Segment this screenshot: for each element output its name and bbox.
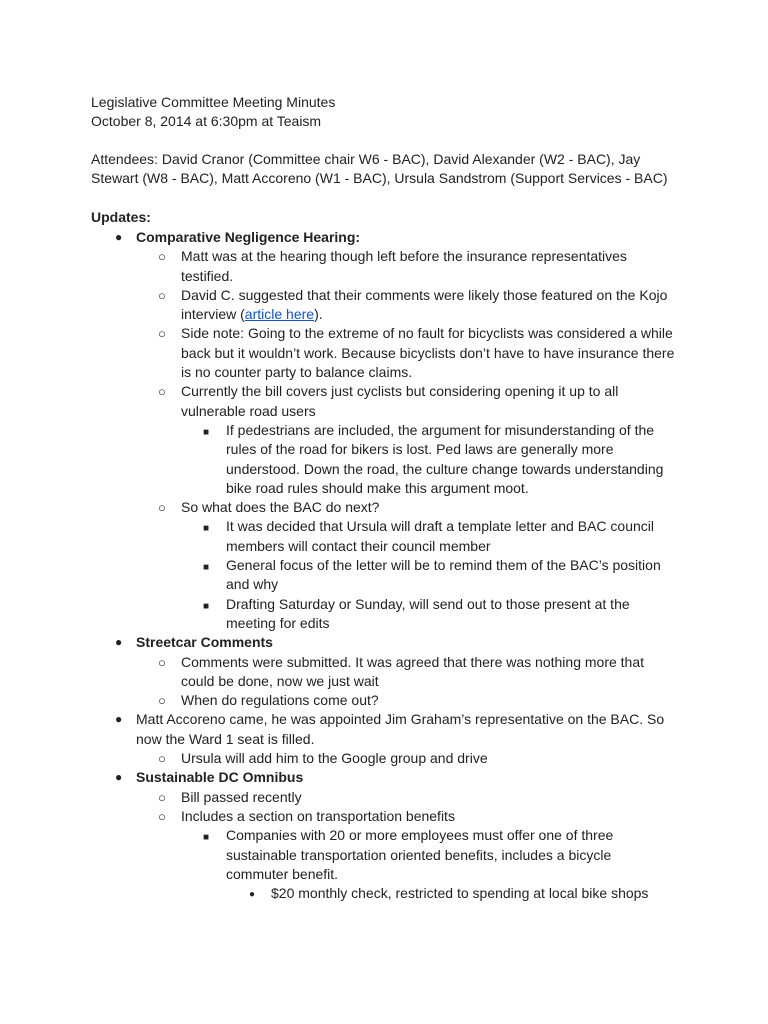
list-item-text: General focus of the letter will be to remind them of the BAC’s position and why bbox=[226, 557, 661, 593]
list-item-level-1 bbox=[0, 247, 678, 286]
list-item-text: It was decided that Ursula will draft a template letter and BAC council members will contact their council member bbox=[226, 518, 654, 554]
list-item-text: Matt was at the hearing though left before the insurance representatives testified. bbox=[181, 248, 627, 284]
bullet-icon: ○ bbox=[158, 789, 166, 805]
article-link[interactable]: article here bbox=[244, 306, 315, 323]
list-item-level-1 bbox=[0, 498, 678, 517]
list-item-text: Sustainable DC Omnibus bbox=[136, 769, 304, 786]
bullet-icon: ● bbox=[115, 230, 123, 244]
attendees-paragraph: Attendees: David Cranor (Committee chair W6 - BAC), David Alexander (W2 - BAC), Jay Stewart (W8 - BAC), Matt Accoreno (W1 - BAC), Ursula Sandstrom (Support Services - BAC) bbox=[91, 151, 668, 187]
list-item-text: Matt Accoreno came, he was appointed Jim Graham’s representative on the BAC. So now the Ward 1 seat is filled. bbox=[136, 711, 665, 747]
bullet-icon: ● bbox=[115, 712, 123, 727]
bullet-icon: ● bbox=[249, 889, 256, 901]
bullet-icon: ○ bbox=[158, 500, 166, 516]
bullet-icon: ■ bbox=[203, 426, 210, 438]
list-item-text: Includes a section on transportation benefits bbox=[181, 807, 455, 824]
bullet-icon: ○ bbox=[158, 751, 166, 767]
bullet-icon: ■ bbox=[203, 832, 210, 844]
title-line-1: Legislative Committee Meeting Minutes bbox=[91, 94, 336, 110]
bullet-icon: ■ bbox=[203, 600, 210, 612]
bullet-icon: ○ bbox=[158, 654, 166, 670]
list-item-level-0 bbox=[0, 228, 676, 247]
list-item-level-1 bbox=[0, 807, 678, 826]
bullet-icon: ● bbox=[115, 770, 123, 785]
list-item-text: $20 monthly check, restricted to spending at local bike shops bbox=[271, 885, 649, 902]
list-item-text: Comments were submitted. It was agreed that there was nothing more that could be done, now we just wait bbox=[181, 653, 645, 689]
list-item-text: Companies with 20 or more employees must offer one of three sustainable transportation oriented benefits, includes a bicycle commuter benefit. bbox=[226, 827, 614, 882]
bullet-icon: ■ bbox=[203, 562, 210, 574]
list-item-text: So what does the BAC do next? bbox=[181, 499, 380, 516]
list-item-level-1 bbox=[0, 382, 678, 421]
bullet-icon: ○ bbox=[158, 249, 166, 265]
list-item-level-2 bbox=[0, 556, 669, 595]
bullet-icon: ○ bbox=[158, 808, 166, 824]
bullet-icon: ■ bbox=[203, 523, 210, 535]
list-item-level-1 bbox=[0, 749, 678, 768]
list-item-level-1 bbox=[0, 653, 678, 692]
list-item-level-0 bbox=[0, 768, 676, 787]
list-item-level-1 bbox=[0, 691, 678, 710]
list-item-text: If pedestrians are included, the argument for misunderstanding of the rules of the road for bikers is lost. Ped laws are generally more understood. Down the road, the culture change towards understanding bike road rules should make this argument moot. bbox=[226, 421, 664, 496]
list-item-level-1 bbox=[0, 286, 678, 325]
list-item-level-0 bbox=[0, 633, 676, 652]
list-item-level-0 bbox=[0, 710, 676, 749]
minutes-list bbox=[0, 228, 768, 903]
bullet-icon: ○ bbox=[158, 326, 166, 342]
list-item-text: When do regulations come out? bbox=[181, 692, 379, 709]
list-item-level-2 bbox=[0, 517, 669, 556]
list-item-text: Currently the bill covers just cyclists but considering opening it up to all vulnerable road users bbox=[181, 383, 619, 419]
list-item-text: Streetcar Comments bbox=[136, 634, 273, 651]
list-item-level-3 bbox=[0, 884, 671, 903]
list-item-level-1 bbox=[0, 788, 678, 807]
bullet-icon: ○ bbox=[158, 287, 166, 303]
list-item-text: Bill passed recently bbox=[181, 788, 302, 805]
list-item-level-2 bbox=[0, 595, 669, 634]
list-item-text: Ursula will add him to the Google group and drive bbox=[181, 750, 488, 767]
list-item-text: Comparative Negligence Hearing: bbox=[136, 229, 361, 245]
list-item-text: David C. suggested that their comments were likely those featured on the Kojo interview (article here). bbox=[181, 286, 668, 323]
updates-heading: Updates: bbox=[91, 209, 151, 225]
bullet-icon: ○ bbox=[158, 384, 166, 400]
list-item-text: Side note: Going to the extreme of no fault for bicyclists was considered a while back but it wouldn’t work. Because bicyclists don’t have to have insurance there is no counter party to balance claims. bbox=[181, 325, 675, 381]
list-item-level-2 bbox=[0, 826, 669, 884]
document-title bbox=[91, 93, 691, 132]
list-item-text: Drafting Saturday or Sunday, will send out to those present at the meeting for edits bbox=[226, 595, 630, 631]
list-item-level-2 bbox=[0, 421, 669, 498]
bullet-icon: ● bbox=[115, 635, 123, 650]
list-item-level-1 bbox=[0, 324, 678, 382]
bullet-icon: ○ bbox=[158, 693, 166, 709]
title-line-2: October 8, 2014 at 6:30pm at Teaism bbox=[91, 113, 322, 130]
